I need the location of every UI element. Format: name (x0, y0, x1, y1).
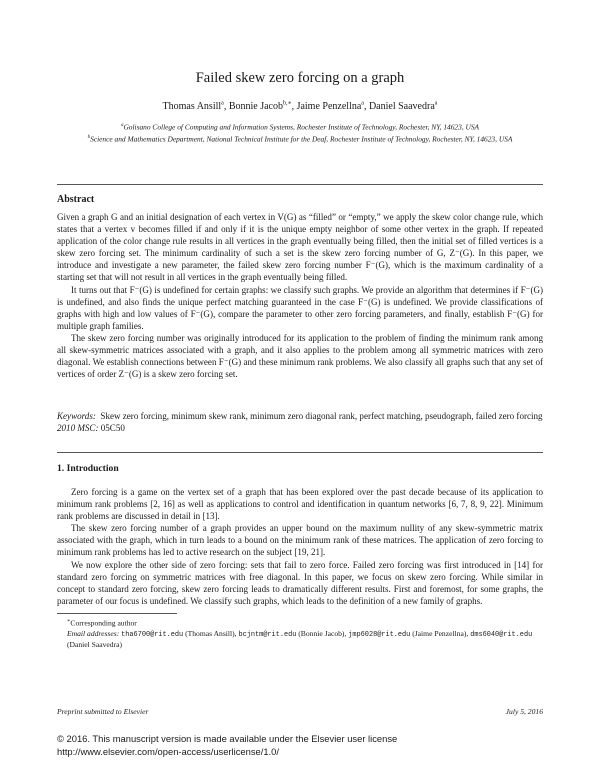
email-link[interactable]: jmp6028@rit.edu (348, 630, 411, 639)
intro-paragraph: We now explore the other side of zero forcing: sets that fail to zero force. Failed zero forcing was first introduced in [14] for standard zero forcing on symmetric matrices with free diagonal. In this paper, we focus on skew zero forcing. While similar in concept to standard zero forcing, skew zero forcing leads to dramatically different results. First and foremost, for some graphs, the parameter of our focus is undefined. We classify such graphs, which leads to the definition of a new family of graphs. (57, 559, 543, 606)
section-heading: 1. Introduction (57, 463, 119, 474)
license-url[interactable]: http://www.elsevier.com/open-access/userlicense/1.0/ (57, 746, 279, 757)
paper-title: Failed skew zero forcing on a graph (195, 70, 405, 86)
email-link[interactable]: bcjntm@rit.edu (238, 630, 297, 639)
intro-paragraph: The skew zero forcing number of a graph provides an upper bound on the maximum nullity of any skew-symmetric matrix associated with the graph, which in turn leads to a bound on the minimum rank of these matrices. The application of zero forcing to minimum rank problems has led to active research on the subject [19, 21]. (57, 523, 543, 558)
preprint-date: July 5, 2016 (505, 707, 543, 716)
abstract-paragraph: The skew zero forcing number was originally introduced for its application to the problem of finding the minimum rank among all skew-symmetric matrices associated with a graph, and it also applies to the problem among all symmetric matrices with zero diagonal. We establish connections between F⁻(G) and these minimum rank problems. We also classify all graphs such that any set of vertices of order Z⁻(G) is a skew zero forcing set. (57, 332, 543, 380)
preprint-note: Preprint submitted to Elsevier (57, 707, 149, 716)
abstract-bottom-rule (57, 452, 543, 453)
corresponding-author-note: ∗Corresponding author (67, 618, 137, 628)
abstract-heading: Abstract (57, 194, 95, 205)
author: Bonnie Jacob$^{b,∗}$, (228, 101, 297, 113)
author: Jaime Penzellna$^a$, (296, 101, 369, 113)
keywords-block (57, 410, 543, 434)
keywords: Keywords: Skew zero forcing, minimum skew rank, minimum zero diagonal rank, perfect matching, pseudograph, failed zero forcing (57, 411, 543, 421)
abstract-paragraph: It turns out that F⁻(G) is undefined for certain graphs: we classify such graphs. We provide an algorithm that determines if F⁻(G) is undefined, and also finds the unique perfect matching guaranteed in the case F⁻(G) is undefined. We provide classifications of graphs with high and low values of F⁻(G), compare the parameter to other zero forcing parameters, and finally, establish F⁻(G) for multiple graph families. (57, 284, 543, 331)
footnote-rule (57, 613, 177, 614)
affiliation: $^b$Science and Mathematics Department, National Technical Institute for the Deaf, Rochester Institute of Technology, Rochester, NY, 14623, USA (87, 134, 513, 144)
affiliation: $^a$Golisano College of Computing and Information Systems, Rochester Institute of Technology, Rochester, NY, 14623, USA (120, 122, 480, 132)
intro-body (57, 486, 543, 607)
email-link[interactable]: dms6040@rit.edu (470, 630, 533, 639)
footnotes (57, 617, 543, 650)
email-addresses: Email addresses: tha6700@rit.edu (Thomas Ansill), bcjntm@rit.edu (Bonnie Jacob), jmp6028@rit.edu (Jaime Penzellna), dms6040@rit.edu (Daniel Saavedra) (67, 628, 533, 649)
abstract-paragraph: Given a graph G and an initial designation of each vertex in V(G) as “filled” or “empty,” we apply the skew color change rule, which states that a vertex v becomes filled if and only if it is the unique empty neighbor of some other vertex in the graph. If repeated application of the color change rule results in all vertices in the graph eventually being filled, then the initial set of filled vertices is a skew zero forcing set. The minimum cardinality of such a set is the skew zero forcing number of G, Z⁻(G). In this paper, we introduce and investigate a new parameter, the failed skew zero forcing number F⁻(G), which is the maximum cardinality of a starting set that will not result in all vertices in the graph eventually being filled. (57, 212, 543, 283)
msc: 2010 MSC: 05C50 (57, 423, 125, 434)
email-link[interactable]: tha6700@rit.edu (121, 630, 184, 639)
intro-paragraph: Zero forcing is a game on the vertex set of a graph that has been explored over the past decade because of its application to minimum rank problems [2, 16] as well as applications to control and identification in quantum networks [6, 7, 8, 9, 22]. Minimum rank problems are discussed in detail in [13]. (57, 487, 543, 522)
author: Daniel Saavedra$^a$ (368, 101, 438, 113)
author-list (0, 100, 600, 112)
license-notice (57, 732, 397, 758)
author: Thomas Ansill$^a$, (162, 101, 229, 113)
license-text: © 2016. This manuscript version is made available under the Elsevier user license (57, 733, 398, 744)
affiliations (60, 121, 540, 145)
abstract-top-rule (57, 184, 543, 185)
abstract-body (57, 211, 543, 380)
